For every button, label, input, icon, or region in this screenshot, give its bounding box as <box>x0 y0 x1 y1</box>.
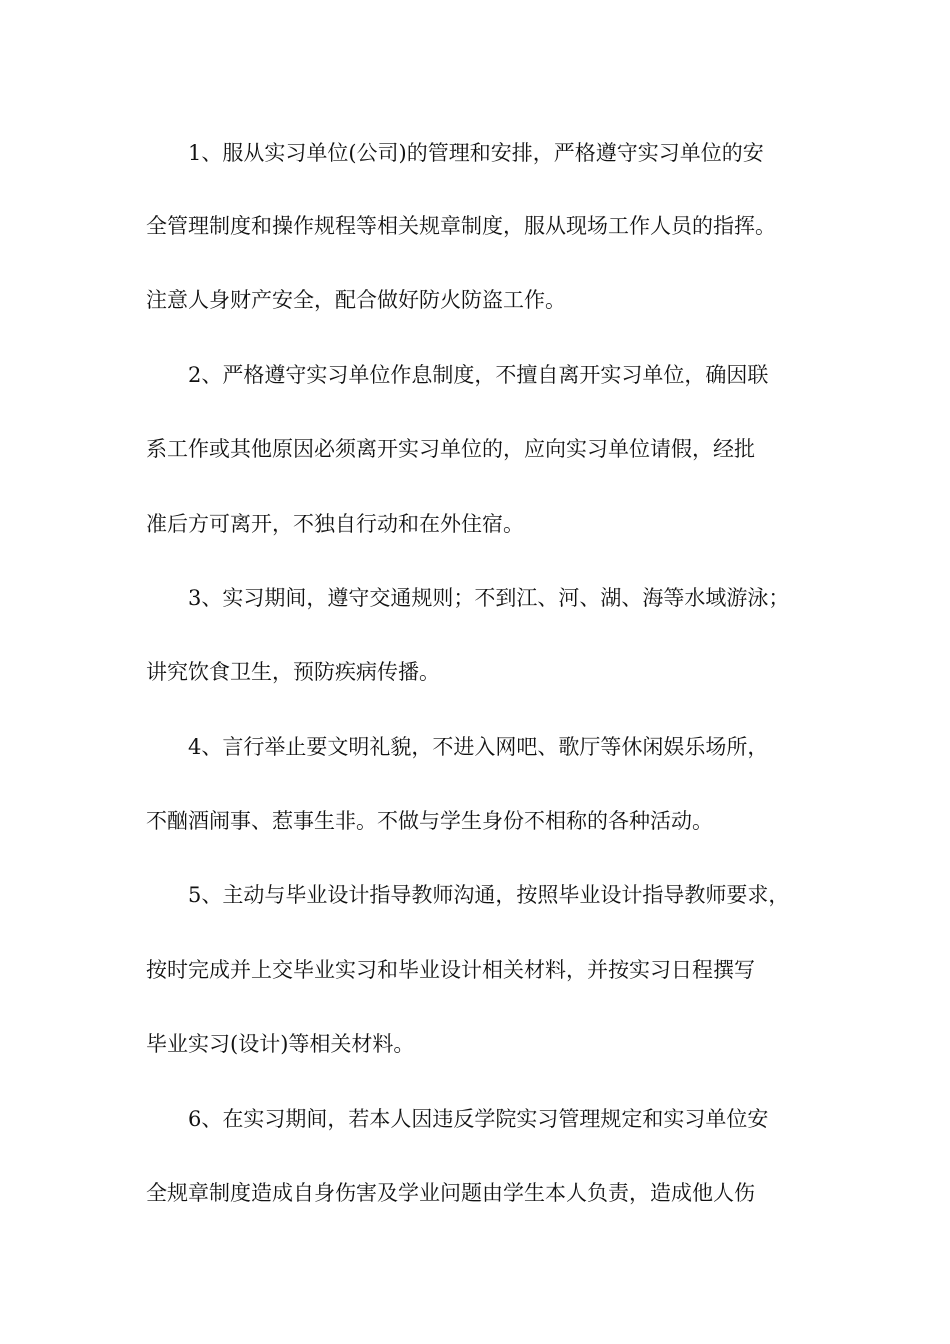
paragraph-3-line-2: 讲究饮食卫生，预防疾病传播。 <box>146 660 440 684</box>
paragraph-4-line-2: 不酗酒闹事、惹事生非。不做与学生身份不相称的各种活动。 <box>146 809 713 833</box>
paragraph-5-line-2: 按时完成并上交毕业实习和毕业设计相关材料，并按实习日程撰写 <box>146 958 755 982</box>
paragraph-2-line-1: 2、严格遵守实习单位作息制度，不擅自离开实习单位，确因联 <box>188 363 769 387</box>
paragraph-4-line-1: 4、言行举止要文明礼貌，不进入网吧、歌厅等休闲娱乐场所， <box>188 735 769 759</box>
paragraph-6-line-2: 全规章制度造成自身伤害及学业问题由学生本人负责，造成他人伤 <box>146 1181 755 1205</box>
paragraph-5-line-1: 5、主动与毕业设计指导教师沟通，按照毕业设计指导教师要求， <box>188 883 790 907</box>
paragraph-5-line-3: 毕业实习(设计)等相关材料。 <box>146 1032 415 1056</box>
paragraph-2-line-2: 系工作或其他原因必须离开实习单位的，应向实习单位请假，经批 <box>146 437 755 461</box>
paragraph-1-line-3: 注意人身财产安全，配合做好防火防盗工作。 <box>146 288 566 312</box>
paragraph-2-line-3: 准后方可离开，不独自行动和在外住宿。 <box>146 512 524 536</box>
paragraph-1-line-1: 1、服从实习单位(公司)的管理和安排，严格遵守实习单位的安 <box>188 141 764 165</box>
paragraph-1-line-2: 全管理制度和操作规程等相关规章制度，服从现场工作人员的指挥。 <box>146 214 776 238</box>
paragraph-3-line-1: 3、实习期间，遵守交通规则；不到江、河、湖、海等水域游泳； <box>188 586 790 610</box>
paragraph-6-line-1: 6、在实习期间，若本人因违反学院实习管理规定和实习单位安 <box>188 1107 769 1131</box>
